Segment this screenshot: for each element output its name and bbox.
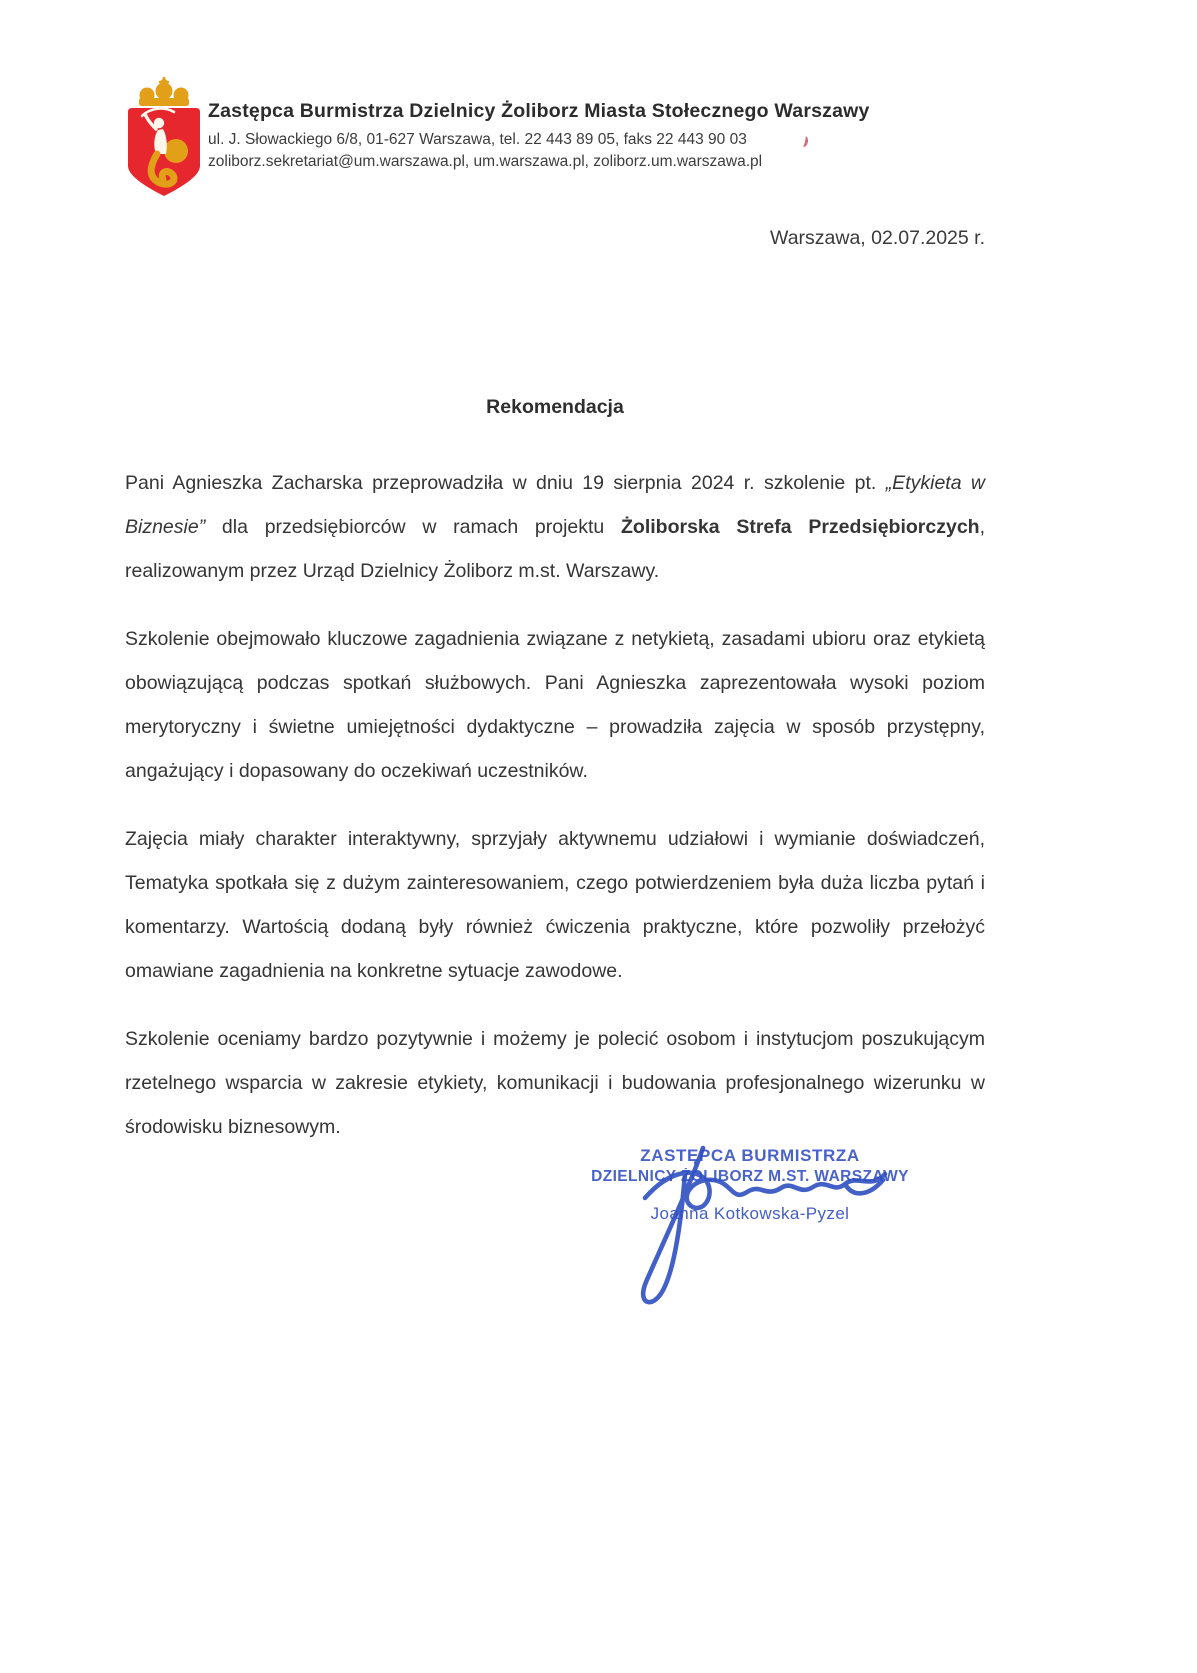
body-paragraphs bbox=[125, 461, 985, 1149]
stamp-title-line2: DZIELNICY ŻOLIBORZ M.ST. WARSZAWY bbox=[591, 1168, 909, 1185]
org-address: ul. J. Słowackiego 6/8, 01-627 Warszawa, tel. 22 443 89 05, faks 22 443 90 03 bbox=[208, 131, 747, 148]
org-contact: zoliborz.sekretariat@um.warszawa.pl, um.warszawa.pl, zoliborz.um.warszawa.pl bbox=[208, 153, 763, 170]
warsaw-mermaid-crest-icon bbox=[118, 74, 210, 200]
paragraph: Zajęcia miały charakter interaktywny, sprzyjały aktywnemu udziałowi i wymianie doświadczeń, Tematyka spotkała się z dużym zainteresowaniem, czego potwierdzeniem była duża liczba pytań i komentarzy. Wartością dodaną były również ćwiczenia praktyczne, które pozwoliły przełożyć omawiane zagadnienia na konkretne sytuacje zawodowe. bbox=[125, 828, 985, 982]
paragraph: Szkolenie obejmowało kluczowe zagadnienia związane z netykietą, zasadami ubioru oraz etykietą obowiązującą podczas spotkań służbowych. Pani Agnieszka zaprezentowała wysoki poziom merytoryczny i świetne umiejętności dydaktyczne – prowadziła zajęcia w sposób przystępny, angażujący i dopasowany do oczekiwań uczestników. bbox=[125, 628, 985, 782]
paragraph: Pani Agnieszka Zacharska przeprowadziła w dniu 19 sierpnia 2024 r. szkolenie pt. „Etykieta w Biznesie” dla przedsiębiorców w ramach projektu Żoliborska Strefa Przedsiębiorczych, realizowanym przez Urząd Dzielnicy Żoliborz m.st. Warszawy. bbox=[125, 472, 985, 582]
stamp-title-line1: ZASTĘPCA BURMISTRZA bbox=[640, 1146, 860, 1165]
date-line: Warszawa, 02.07.2025 r. bbox=[770, 227, 985, 249]
signer-name: Joanna Kotkowska-Pyzel bbox=[650, 1204, 850, 1223]
org-name: Zastępca Burmistrza Dzielnicy Żoliborz Miasta Stołecznego Warszawy bbox=[208, 100, 870, 122]
letterhead bbox=[208, 100, 1028, 173]
paragraph: Szkolenie oceniamy bardzo pozytywnie i możemy je polecić osobom i instytucjom poszukującym rzetelnego wsparcia w zakresie etykiety, komunikacji i budowania profesjonalnego wizerunku w środowisku biznesowym. bbox=[125, 1028, 985, 1138]
document-title: Rekomendacja bbox=[486, 396, 624, 418]
signature-block bbox=[575, 1146, 925, 1224]
letter-content bbox=[125, 396, 985, 1149]
